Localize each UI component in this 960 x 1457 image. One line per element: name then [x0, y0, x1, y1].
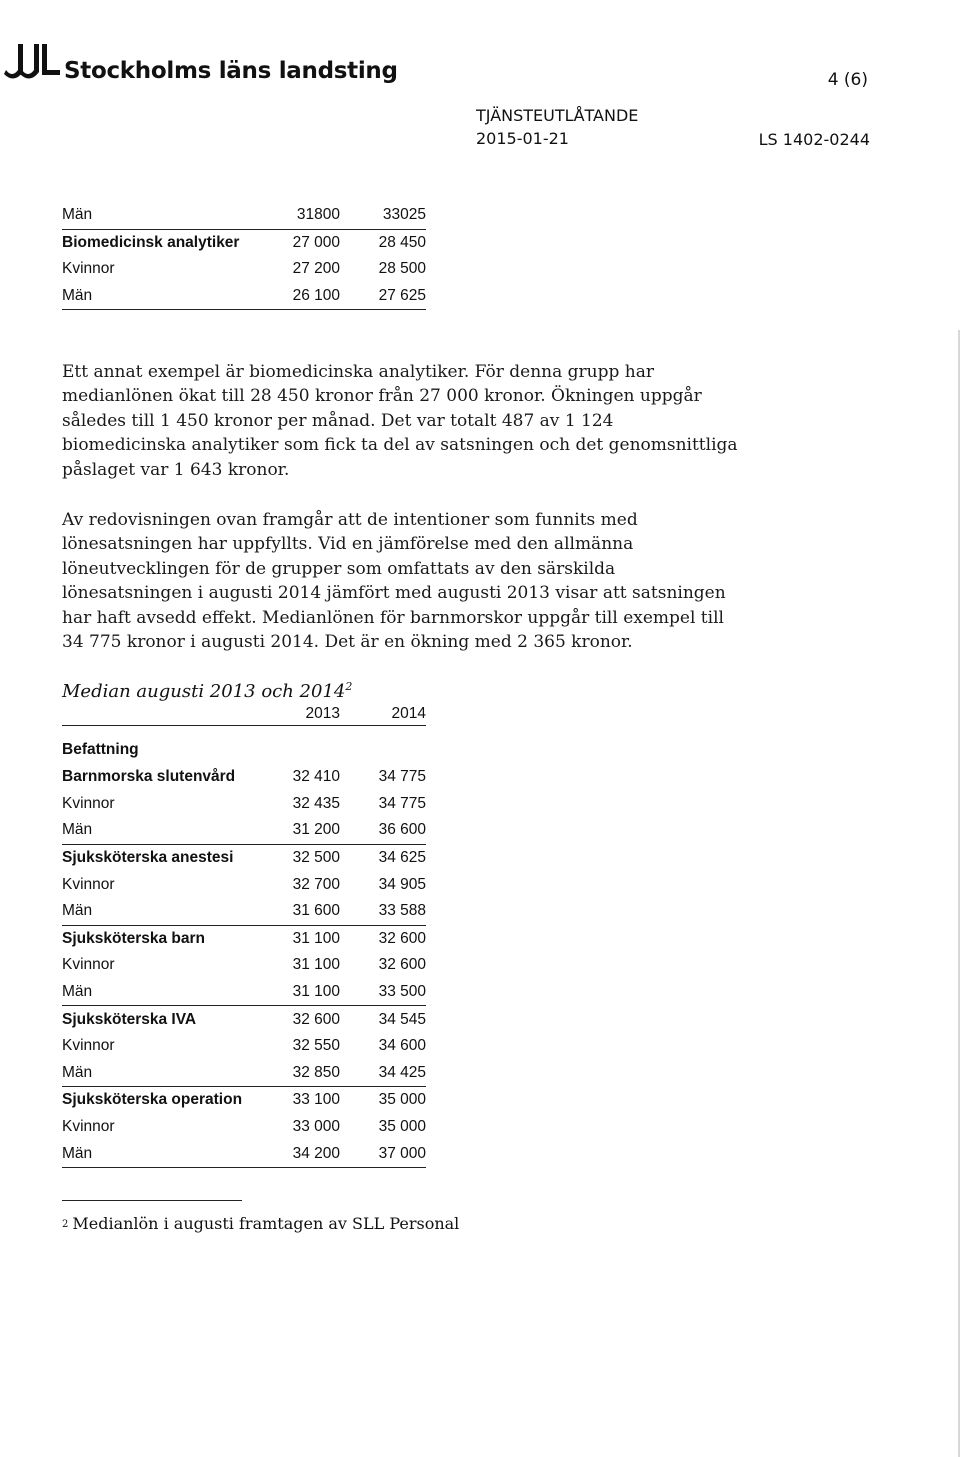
row-label: Kvinnor [62, 875, 115, 893]
sll-logo-icon [4, 40, 62, 80]
table-row [62, 844, 426, 871]
page-number: 4 (6) [827, 70, 868, 90]
row-label: Män [62, 1060, 262, 1087]
table-row [62, 1006, 426, 1033]
table-row [62, 283, 426, 310]
table-row [62, 871, 426, 898]
value-2013: 32 410 [292, 768, 340, 786]
row-label: Män [62, 979, 262, 1006]
value-2013: 31 100 [262, 979, 340, 1006]
table-row [62, 202, 426, 229]
value-2013: 32 700 [292, 875, 340, 893]
document-type: TJÄNSTEUTLÅTANDE [476, 106, 639, 125]
table-row [62, 229, 426, 256]
value-2014: 33 588 [340, 898, 426, 925]
table-header-row [62, 703, 426, 726]
value-2014: 33025 [340, 202, 426, 229]
value-2014: 34 425 [340, 1060, 426, 1087]
value-2013: 31 100 [292, 929, 340, 947]
value-2014: 35 000 [378, 1091, 426, 1109]
row-label: Män [62, 898, 262, 925]
row-label: Kvinnor [62, 956, 115, 974]
paragraph-biomedicinska: Ett annat exempel är biomedicinska analytiker. För denna grupp har medianlönen ökat till 28 450 kronor från 27 000 kronor. Ökningen uppgår således till 1 450 kronor per månad. Det var totalt 487 av 1 124 biomedicinska analytiker som fick ta del av satsningen och det genomsnittliga påslaget var 1 643 kronor. [62, 362, 738, 480]
table-row [62, 979, 426, 1006]
value-2014: 35 000 [378, 1118, 426, 1136]
footnote-divider [62, 1200, 242, 1201]
value-2014: 28 500 [378, 260, 426, 278]
table-row [62, 817, 426, 844]
value-2014: 34 625 [378, 849, 426, 867]
row-label: Kvinnor [62, 1118, 115, 1136]
row-label: Sjuksköterska IVA [62, 1010, 197, 1028]
value-2014: 34 775 [378, 794, 426, 812]
value-2014: 32 600 [378, 929, 426, 947]
table-caption [62, 680, 352, 702]
row-label: Män [62, 283, 262, 310]
table-row [62, 952, 426, 979]
value-2014: 36 600 [340, 817, 426, 844]
table-row [62, 791, 426, 818]
table-row [62, 1087, 426, 1114]
row-label: Män [62, 817, 262, 844]
footnote-marker: 2 [62, 1219, 69, 1230]
value-2014: 34 905 [378, 875, 426, 893]
table-row [62, 925, 426, 952]
document-date: 2015-01-21 [476, 129, 569, 148]
footnote-ref: 2 [345, 680, 353, 693]
value-2014: 27 625 [340, 283, 426, 310]
value-2013: 32 850 [262, 1060, 340, 1087]
value-2014: 37 000 [340, 1140, 426, 1167]
table-caption-text: Median augusti 2013 och 2014 [62, 681, 346, 702]
value-2013: 31800 [262, 202, 340, 229]
value-2013: 31 600 [262, 898, 340, 925]
row-label: Sjuksköterska anestesi [62, 849, 234, 867]
row-label: Män [62, 202, 262, 229]
paragraph-redovisning: Av redovisningen ovan framgår att de intentioner som funnits med lönesatsningen har uppfyllts. Vid en jämförelse med den allmänna löneutvecklingen för de grupper som omfattats av den särskilda lönesatsningen i augusti 2014 jämfört med augusti 2013 visar att satsningen har haft avsedd effekt. Medianlönen för barnmorskor uppgår till exempel till 34 775 kronor i augusti 2014. Det är en ökning med 2 365 kronor. [62, 510, 726, 653]
value-2014: 32 600 [378, 956, 426, 974]
value-2014: 33 500 [340, 979, 426, 1006]
header-blank [62, 703, 262, 726]
value-2013: 33 100 [292, 1091, 340, 1109]
table-row [62, 1140, 426, 1167]
value-2013: 27 000 [292, 233, 340, 251]
sll-logo [4, 40, 62, 80]
value-2013: 32 600 [292, 1010, 340, 1028]
row-label: Kvinnor [62, 260, 115, 278]
table-row [62, 256, 426, 283]
value-2014: 34 545 [378, 1010, 426, 1028]
salary-table-continued [62, 202, 426, 310]
footnote [62, 1214, 459, 1233]
column-header-2013: 2013 [262, 703, 340, 726]
median-salary-table [62, 703, 426, 1168]
section-label-row [62, 726, 426, 765]
row-label: Kvinnor [62, 1037, 115, 1055]
table-row [62, 1114, 426, 1141]
column-header-2014: 2014 [340, 703, 426, 726]
organization-name: Stockholms läns landsting [64, 58, 398, 84]
table-row [62, 1033, 426, 1060]
table-row [62, 764, 426, 791]
footnote-text: Medianlön i augusti framtagen av SLL Personal [72, 1214, 460, 1233]
value-2014: 34 600 [378, 1037, 426, 1055]
value-2013: 27 200 [292, 260, 340, 278]
row-label: Kvinnor [62, 794, 115, 812]
value-2013: 32 550 [292, 1037, 340, 1055]
table-row [62, 1060, 426, 1087]
value-2013: 32 435 [292, 794, 340, 812]
row-label: Barnmorska slutenvård [62, 768, 236, 786]
document-reference: LS 1402-0244 [758, 130, 870, 149]
row-label: Sjuksköterska barn [62, 929, 206, 947]
value-2014: 28 450 [378, 233, 426, 251]
row-label: Sjuksköterska operation [62, 1091, 243, 1109]
value-2013: 26 100 [262, 283, 340, 310]
value-2014: 34 775 [378, 768, 426, 786]
row-label: Män [62, 1140, 262, 1167]
value-2013: 32 500 [292, 849, 340, 867]
row-label: Biomedicinsk analytiker [62, 233, 240, 251]
value-2013: 33 000 [292, 1118, 340, 1136]
value-2013: 34 200 [262, 1140, 340, 1167]
value-2013: 31 200 [262, 817, 340, 844]
section-label: Befattning [62, 741, 139, 758]
value-2013: 31 100 [292, 956, 340, 974]
table-row [62, 898, 426, 925]
